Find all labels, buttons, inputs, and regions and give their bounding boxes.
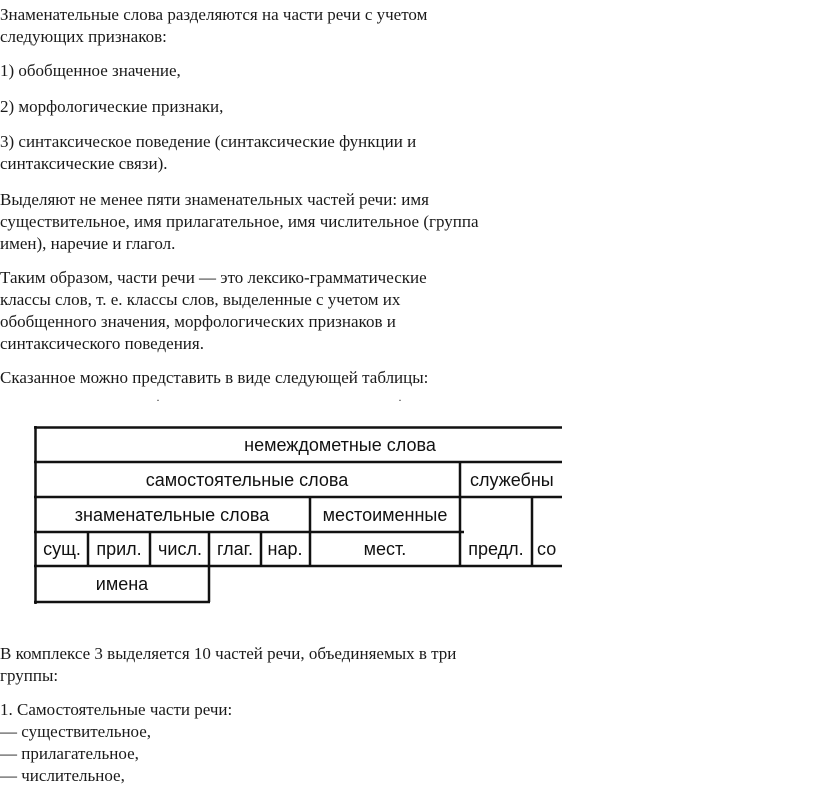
group-1-item-adjective: — прилагательное,: [0, 744, 139, 763]
cell-pronoun: мест.: [363, 539, 407, 559]
para-intro-line-2: следующих признаков:: [0, 27, 167, 46]
cell-conjunction: со: [537, 539, 557, 559]
para-conclusion-line-2: классы слов, т. е. классы слов, выделенные с учетом их: [0, 290, 401, 309]
cell-noun: сущ.: [43, 539, 81, 559]
cell-nominals: имена: [95, 574, 149, 594]
cell-function-words: служебны: [470, 470, 554, 490]
group-1-title: 1. Самостоятельные части речи:: [0, 700, 233, 719]
cell-non-interjection-words: немеждометные слова: [244, 435, 436, 455]
cell-adverb: нар.: [267, 539, 303, 559]
para-complex-line-1: В комплексе 3 выделяется 10 частей речи, объединяемых в три: [0, 644, 457, 663]
para-five-parts-line-2: существительное, имя прилагательное, имя числительное (группа: [0, 212, 479, 231]
group-1-item-noun: — существительное,: [0, 722, 152, 741]
list-item-1: 1) обобщенное значение,: [0, 61, 181, 80]
cell-verb: глаг.: [216, 539, 254, 559]
list-item-2: 2) морфологические признаки,: [0, 97, 224, 116]
para-conclusion-line-1: Таким образом, части речи — это лексико-грамматические: [0, 268, 427, 287]
cell-independent-words: самостоятельные слова: [145, 470, 349, 490]
table-grid: [34, 426, 562, 604]
list-item-3-line-1: 3) синтаксическое поведение (синтаксические функции и: [0, 132, 417, 151]
para-conclusion-line-4: синтаксического поведения.: [0, 334, 204, 353]
stray-mark: ·: [156, 393, 160, 407]
cell-pronominal-words: местоименные: [322, 505, 448, 525]
parts-of-speech-table: [34, 426, 562, 604]
para-conclusion-line-3: обобщенного значения, морфологических признаков и: [0, 312, 396, 331]
stray-mark: ·: [398, 393, 402, 407]
cell-notional-words: знаменательные слова: [74, 505, 270, 525]
para-five-parts-line-1: Выделяют не менее пяти знаменательных частей речи: имя: [0, 190, 429, 209]
list-item-3-line-2: синтаксические связи).: [0, 154, 168, 173]
para-complex-line-2: группы:: [0, 666, 59, 685]
para-table-intro: Сказанное можно представить в виде следующей таблицы:: [0, 368, 429, 387]
cell-preposition: предл.: [468, 539, 524, 559]
cell-numeral: числ.: [158, 539, 202, 559]
group-1-item-numeral: — числительное,: [0, 766, 125, 785]
cell-adjective: прил.: [96, 539, 142, 559]
para-intro-line-1: Знаменательные слова разделяются на части речи с учетом: [0, 5, 428, 24]
para-five-parts-line-3: имен), наречие и глагол.: [0, 234, 176, 253]
